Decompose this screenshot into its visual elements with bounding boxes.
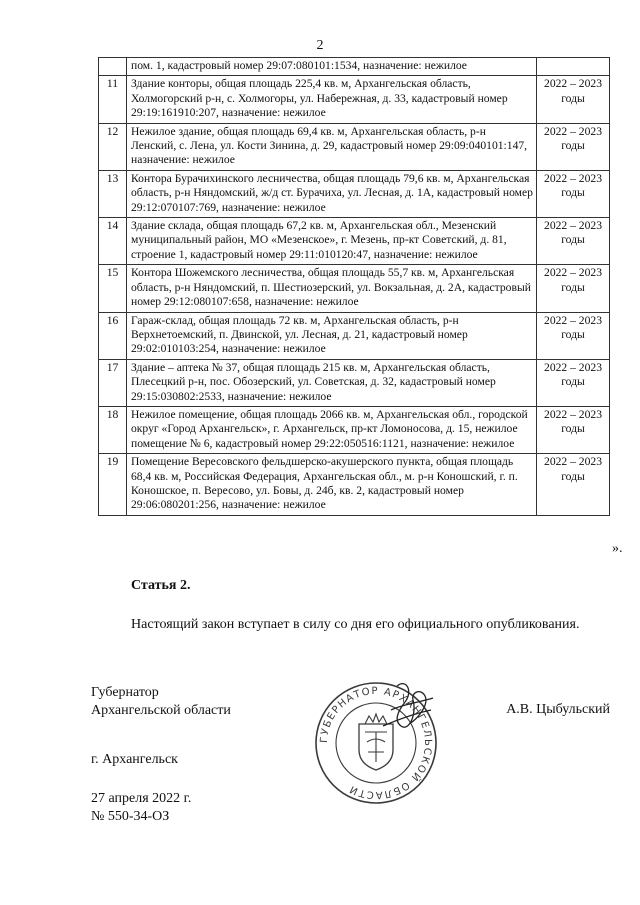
article-heading: Статья 2.: [131, 578, 191, 593]
property-description-cell: Нежилое здание, общая площадь 69,4 кв. м, Архангельская область, р-н Ленский, с. Лена, ул. Кости Зинина, д. 29, кадастровый номер 29:09:040101:147, назначение: нежилое: [127, 123, 537, 170]
property-description-cell: Здание конторы, общая площадь 225,4 кв. м, Архангельская область, Холмогорский р-н, с. Холмогоры, ул. Набережная, д. 33, кадастровый номер 29:19:161910:207, назначение: нежилое: [127, 76, 537, 123]
law-number: № 550-34-ОЗ: [91, 809, 170, 824]
period-cell: 2022 – 2023 годы: [537, 454, 610, 516]
table-row: [99, 58, 610, 76]
row-number-cell: 19: [99, 454, 127, 516]
period-cell: [537, 58, 610, 76]
property-table-body: [99, 58, 610, 516]
period-cell: 2022 – 2023 годы: [537, 265, 610, 312]
table-row: [99, 218, 610, 265]
row-number-cell: 11: [99, 76, 127, 123]
property-description-cell: Здание – аптека № 37, общая площадь 215 кв. м, Архангельская область, Плесецкий р-н, пос. Обозерский, ул. Советская, д. 32, кадастровый номер 29:15:030802:2533, назначение: нежилое: [127, 359, 537, 406]
row-number-cell: 15: [99, 265, 127, 312]
table-row: [99, 454, 610, 516]
page-number: 2: [316, 38, 324, 53]
signing-date: 27 апреля 2022 г.: [91, 791, 192, 806]
law-text: Настоящий закон вступает в силу со дня его официального опубликования.: [131, 617, 580, 632]
governor-title-line1: Губернатор: [91, 685, 159, 700]
property-description-cell: Контора Бурачихинского лесничества, общая площадь 79,6 кв. м, Архангельская область, р-н Няндомский, ж/д ст. Бурачиха, ул. Лесная, д. 1А, кадастровый номер 29:12:070107:769, назначение: нежилое: [127, 170, 537, 217]
row-number-cell: 14: [99, 218, 127, 265]
governor-title: [91, 684, 231, 720]
row-number-cell: 13: [99, 170, 127, 217]
governor-title-line2: Архангельской области: [91, 703, 231, 718]
row-number-cell: 17: [99, 359, 127, 406]
period-cell: 2022 – 2023 годы: [537, 359, 610, 406]
city-line: г. Архангельск: [91, 752, 178, 767]
period-cell: 2022 – 2023 годы: [537, 218, 610, 265]
row-number-cell: 12: [99, 123, 127, 170]
property-description-cell: Нежилое помещение, общая площадь 2066 кв. м, Архангельская обл., городской округ «Город Архангельск», г. Архангельск, пр-кт Ломоносова, д. 15, нежилое помещение № 6, кадастровый номер 29:22:050516:1121, назначение: нежилое: [127, 406, 537, 453]
property-table: [98, 57, 610, 516]
table-row: [99, 406, 610, 453]
coat-of-arms-emblem: [359, 714, 393, 770]
period-cell: 2022 – 2023 годы: [537, 170, 610, 217]
period-cell: 2022 – 2023 годы: [537, 406, 610, 453]
row-number-cell: 18: [99, 406, 127, 453]
property-description-cell: Помещение Вересовского фельдшерско-акушерского пункта, общая площадь 68,4 кв. м, Российская Федерация, Архангельская обл., м. р-н Коношский, г. п. Коношское, п. Вересово, ул. Бовы, д. 24б, кв. 2, кадастровый номер 29:06:080201:256, назначение: нежилое: [127, 454, 537, 516]
table-row: [99, 76, 610, 123]
table-row: [99, 265, 610, 312]
table-row: [99, 359, 610, 406]
table-row: [99, 123, 610, 170]
table-row: [99, 312, 610, 359]
governor-name: А.В. Цыбульский: [506, 702, 610, 717]
property-description-cell: Здание склада, общая площадь 67,2 кв. м, Архангельская обл., Мезенский муниципальный район, МО «Мезенское», г. Мезень, пр-кт Советский, д. 81, строение 1, кадастровый номер 29:11:010120:47, назначение: нежилое: [127, 218, 537, 265]
row-number-cell: 16: [99, 312, 127, 359]
official-seal: [313, 680, 439, 806]
date-block: [91, 790, 191, 826]
period-cell: 2022 – 2023 годы: [537, 123, 610, 170]
property-description-cell: Контора Шожемского лесничества, общая площадь 55,7 кв. м, Архангельская область, р-н Няндомский, п. Шестиозерский, ул. Вокзальная, д. 2А, кадастровый номер 29:12:080107:658, назначение: нежилое: [127, 265, 537, 312]
row-number-cell: [99, 58, 127, 76]
seal-text: ГУБЕРНАТОР АРХАНГЕЛЬСКОЙ ОБЛАСТИ: [318, 685, 434, 801]
table-row: [99, 170, 610, 217]
period-cell: 2022 – 2023 годы: [537, 76, 610, 123]
closing-quote-mark: ».: [612, 541, 623, 556]
property-description-cell: пом. 1, кадастровый номер 29:07:080101:1534, назначение: нежилое: [127, 58, 537, 76]
property-description-cell: Гараж-склад, общая площадь 72 кв. м, Архангельская область, р-н Верхнетоемский, п. Двинской, ул. Лесная, д. 21, кадастровый номер 29:02:010103:254, назначение: нежилое: [127, 312, 537, 359]
period-cell: 2022 – 2023 годы: [537, 312, 610, 359]
